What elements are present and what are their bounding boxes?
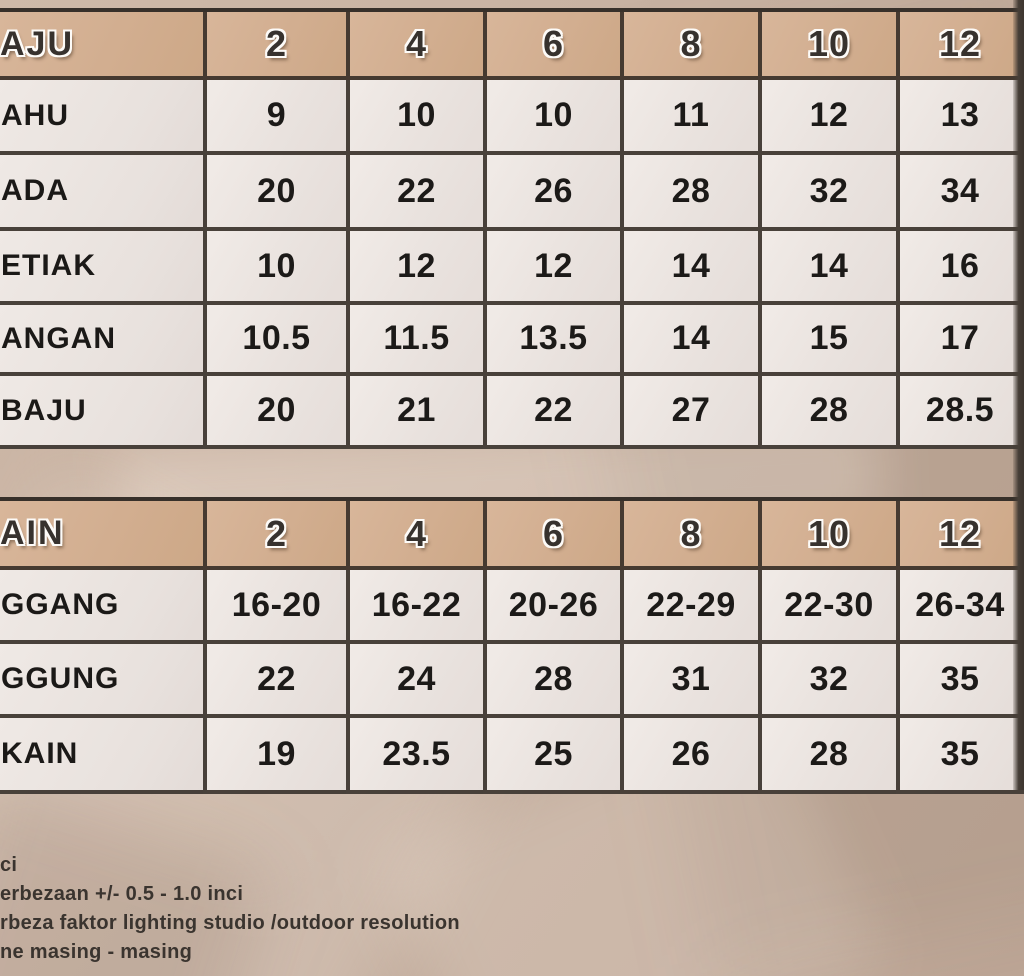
size-value-cell: 14 [624,305,762,376]
size-header-cell: 2 [207,12,350,80]
size-header-cell: 4 [350,12,487,80]
size-value-cell: 22-29 [624,570,762,644]
size-value-cell: 16-20 [207,570,350,644]
measurement-label: BAJU [0,376,207,449]
size-header-cell: 2 [207,501,350,570]
size-value-cell: 19 [207,718,350,794]
measurement-label: KAIN [0,718,207,794]
size-value-cell: 26 [487,155,624,231]
measurement-label: ANGAN [0,305,207,376]
size-value-cell: 31 [624,644,762,718]
size-value-cell: 12 [350,231,487,305]
footnote-line: rbeza faktor lighting studio /outdoor resolution [0,912,460,934]
size-header-cell: 4 [350,501,487,570]
size-value-cell: 28 [762,376,900,449]
measurement-label: ETIAK [0,231,207,305]
size-value-cell: 20-26 [487,570,624,644]
size-value-cell: 16-22 [350,570,487,644]
size-value-cell: 22 [207,644,350,718]
size-header-cell: 12 [900,12,1024,80]
size-chart-kain-table [0,497,1024,794]
size-value-cell: 13 [900,80,1024,155]
size-value-cell: 15 [762,305,900,376]
size-header-cell: 10 [762,501,900,570]
size-value-cell: 9 [207,80,350,155]
size-value-cell: 20 [207,376,350,449]
size-value-cell: 22 [350,155,487,231]
size-value-cell: 13.5 [487,305,624,376]
size-value-cell: 10 [207,231,350,305]
size-value-cell: 20 [207,155,350,231]
size-value-cell: 12 [762,80,900,155]
size-value-cell: 28 [624,155,762,231]
size-value-cell: 22-30 [762,570,900,644]
measurement-label: GGUNG [0,644,207,718]
size-value-cell: 34 [900,155,1024,231]
size-value-cell: 11 [624,80,762,155]
size-value-cell: 27 [624,376,762,449]
size-header-cell: 6 [487,501,624,570]
measurement-label: ADA [0,155,207,231]
size-header-cell: 6 [487,12,624,80]
size-value-cell: 11.5 [350,305,487,376]
size-value-cell: 21 [350,376,487,449]
size-value-cell: 14 [762,231,900,305]
size-value-cell: 26 [624,718,762,794]
footnote-block [0,851,720,967]
size-value-cell: 28 [487,644,624,718]
size-value-cell: 14 [624,231,762,305]
baju-table-corner-label: AJU [0,12,207,80]
size-value-cell: 28 [762,718,900,794]
size-value-cell: 32 [762,155,900,231]
size-value-cell: 22 [487,376,624,449]
right-edge-table-border [1013,0,1024,790]
size-value-cell: 25 [487,718,624,794]
size-header-cell: 8 [624,12,762,80]
size-value-cell: 10 [350,80,487,155]
size-value-cell: 16 [900,231,1024,305]
footnote-line: erbezaan +/- 0.5 - 1.0 inci [0,883,244,905]
size-header-cell: 12 [900,501,1024,570]
size-value-cell: 24 [350,644,487,718]
size-chart-baju-table [0,8,1024,449]
size-value-cell: 10 [487,80,624,155]
footnote-line: ne masing - masing [0,941,193,963]
size-value-cell: 32 [762,644,900,718]
size-value-cell: 28.5 [900,376,1024,449]
footnote-line: ci [0,854,18,876]
size-value-cell: 10.5 [207,305,350,376]
size-header-cell: 10 [762,12,900,80]
size-value-cell: 35 [900,718,1024,794]
measurement-label: AHU [0,80,207,155]
size-value-cell: 35 [900,644,1024,718]
size-header-cell: 8 [624,501,762,570]
size-value-cell: 12 [487,231,624,305]
measurement-label: GGANG [0,570,207,644]
size-value-cell: 23.5 [350,718,487,794]
kain-table-corner-label: AIN [0,501,207,570]
size-value-cell: 26-34 [900,570,1024,644]
size-value-cell: 17 [900,305,1024,376]
